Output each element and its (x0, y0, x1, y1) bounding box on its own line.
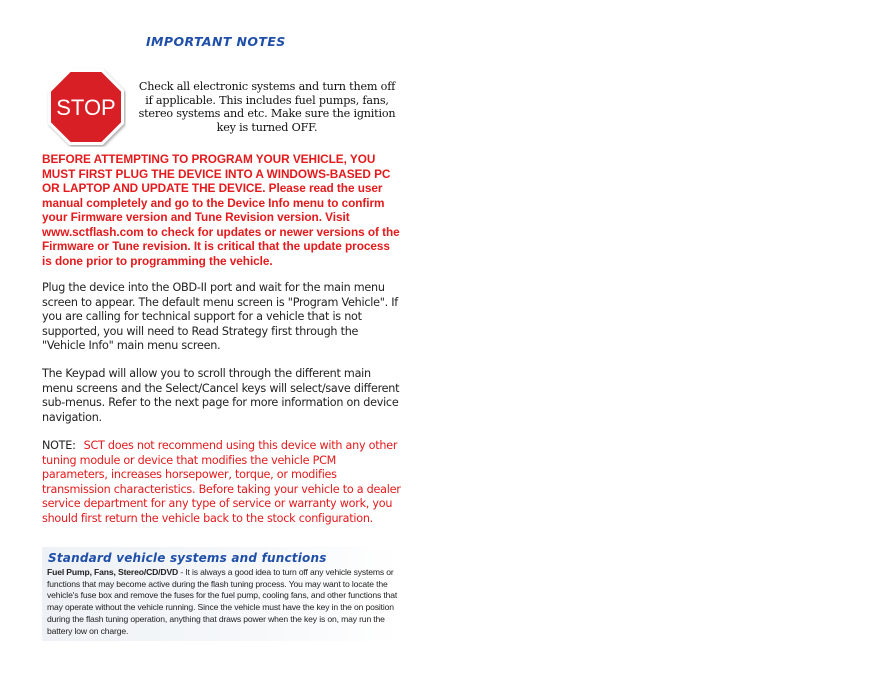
systems-heading: Standard vehicle systems and functions (48, 551, 327, 565)
keypad-instructions: The Keypad will allow you to scroll through the different main menu screens and the Select/Cancel keys will select/save different sub-menus. Refer to the next page for more information on device navigation. (42, 367, 400, 424)
note-paragraph (42, 439, 402, 526)
obd-instructions: Plug the device into the OBD-II port and wait for the main menu screen to appear. The default menu screen is "Program Vehicle". If you are calling for technical support for a vehicle that is not supported, you will need to Read Strategy first through the "Vehicle Info" main menu screen. (42, 281, 398, 353)
systems-text: - It is always a good idea to turn off any vehicle systems or functions that may become active during the flash tuning process. You may want to locate the vehicle's fuse box and remove the fuses for the fuel pump, cooling fans, and other functions that may operate without the vehicle running. Since the vehicle must have the key in the on position during the flash tuning operation, anything that draws power when the key is on, may run the battery low on charge. (47, 567, 398, 636)
update-warning: BEFORE ATTEMPTING TO PROGRAM YOUR VEHICLE, YOU MUST FIRST PLUG THE DEVICE INTO A WINDOWS-BASED PC OR LAPTOP AND UPDATE THE DEVICE. Please read the user manual completely and go to the Device Info menu to confirm your Firmware version and Tune Revision version. Visit www.sctflash.com to check for updates or newer versions of the Firmware or Tune revision. It is critical that the update process is done prior to programming the vehicle. (42, 152, 400, 268)
note-text: SCT does not recommend using this device with any other tuning module or device that modifies the vehicle PCM parameters, increases horsepower, torque, or modifies transmission characteristics. Before taking your vehicle to a dealer service department for any type of service or warranty work, you should first return the vehicle back to the stock configuration. (42, 439, 401, 525)
stop-sign (46, 67, 126, 147)
stop-sign-icon (46, 67, 126, 147)
page-heading: IMPORTANT NOTES (146, 34, 286, 49)
note-label: NOTE: (42, 439, 76, 452)
systems-body (47, 567, 399, 637)
systems-panel (42, 547, 398, 641)
systems-lead: Fuel Pump, Fans, Stereo/CD/DVD (47, 567, 179, 577)
stop-label: STOP (56, 95, 116, 120)
stop-message: Check all electronic systems and turn them off if applicable. This includes fuel pumps, fans, stereo systems and etc. Make sure the ignition key is turned OFF. (138, 80, 396, 134)
